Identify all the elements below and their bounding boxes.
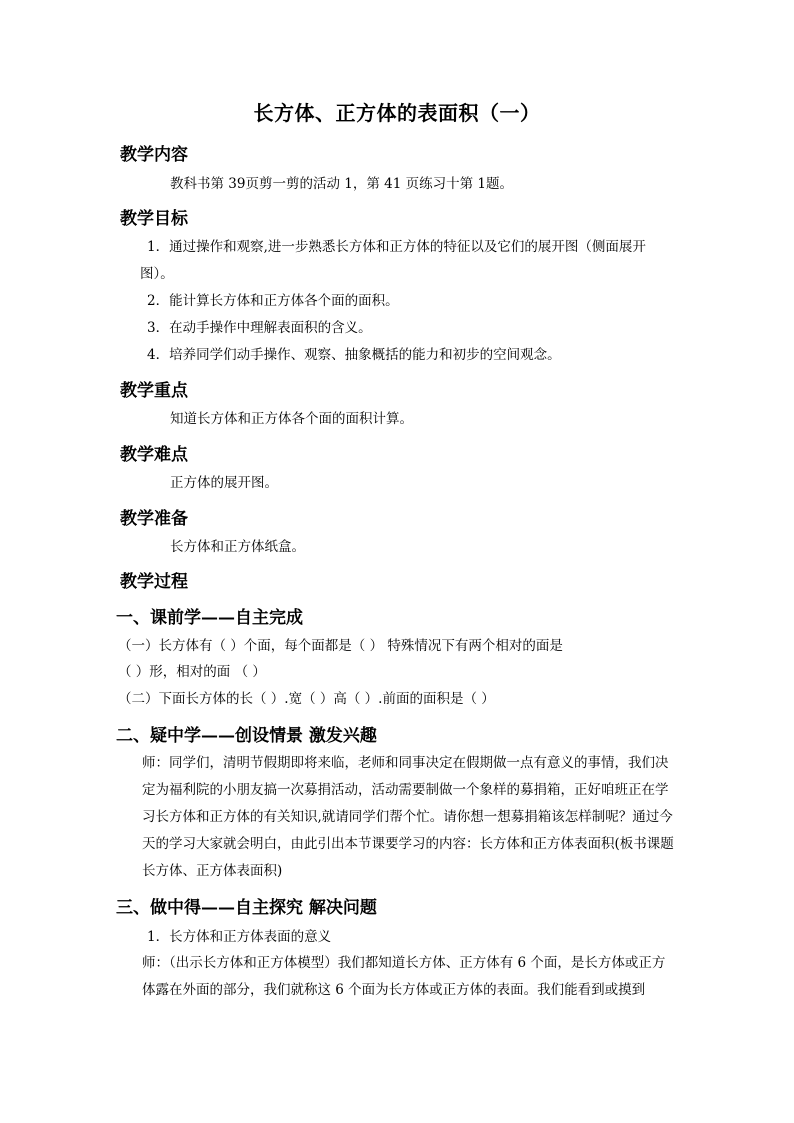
text-preparation: 长方体和正方体纸盒。	[170, 539, 305, 555]
heading-teaching-goals: 教学目标	[120, 209, 188, 229]
goal-item-1: 1．通过操作和观察,进一步熟悉长方体和正方体的特征以及它们的展开图（侧面展开	[147, 239, 646, 255]
part-3-paragraph: 师：（出示长方体和正方体模型）我们都知道长方体、正方体有 6 个面，是长方体或正方体露在外面的部分，我们就称这 6 个面为长方体或正方体的表面。我们能看到或摸到	[142, 955, 666, 998]
part-1-line-2: （ ）形，相对的面 （ ）	[118, 664, 266, 680]
text-difficulties: 正方体的展开图。	[170, 475, 278, 491]
part-1-line-1: （一）长方体有（ ）个面，每个面都是（ ） 特殊情况下有两个相对的面是	[118, 638, 563, 654]
heading-part-1: 一、课前学——自主完成	[116, 608, 303, 628]
heading-key-points: 教学重点	[120, 381, 188, 401]
heading-difficulties: 教学难点	[120, 445, 188, 465]
goal-item-2: 2．能计算长方体和正方体各个面的面积。	[147, 293, 399, 309]
part-2-paragraph: 师：同学们，清明节假期即将来临，老师和同事决定在假期做一点有意义的事情，我们决定为福利院的小朋友搞一次募捐活动，活动需要制做一个象样的募捐箱，正好咱班正在学习长方体和正方体的有关知识,就请同学们帮个忙。请你想一想募捐箱该怎样制呢？通过今天的学习大家就会明白，由此引出本节课要学习的内容：长方体和正方体表面积(板书课题 长方体、正方体表面积)	[142, 755, 674, 879]
heading-teaching-content: 教学内容	[120, 145, 188, 165]
heading-teaching-process: 教学过程	[120, 572, 188, 592]
document-title: 长方体、正方体的表面积（一）	[253, 101, 541, 125]
heading-part-3: 三、做中得——自主探究 解决问题	[116, 898, 377, 918]
part-1-line-3: （二）下面长方体的长（ ）.宽（ ）高（ ）.前面的面积是（ ）	[118, 691, 495, 707]
goal-item-4: 4．培养同学们动手操作、观察、抽象概括的能力和初步的空间观念。	[147, 347, 561, 363]
part-3-subheading: 1．长方体和正方体表面的意义	[147, 929, 332, 945]
goal-item-1-continued: 图）。	[140, 266, 174, 282]
text-key-points: 知道长方体和正方体各个面的面积计算。	[170, 411, 413, 427]
heading-preparation: 教学准备	[120, 509, 188, 529]
text-teaching-content: 教科书第 39页剪一剪的活动 1，第 41 页练习十第 1题。	[170, 176, 513, 192]
goal-item-3: 3．在动手操作中理解表面积的含义。	[147, 320, 372, 336]
heading-part-2: 二、疑中学——创设情景 激发兴趣	[116, 726, 377, 746]
